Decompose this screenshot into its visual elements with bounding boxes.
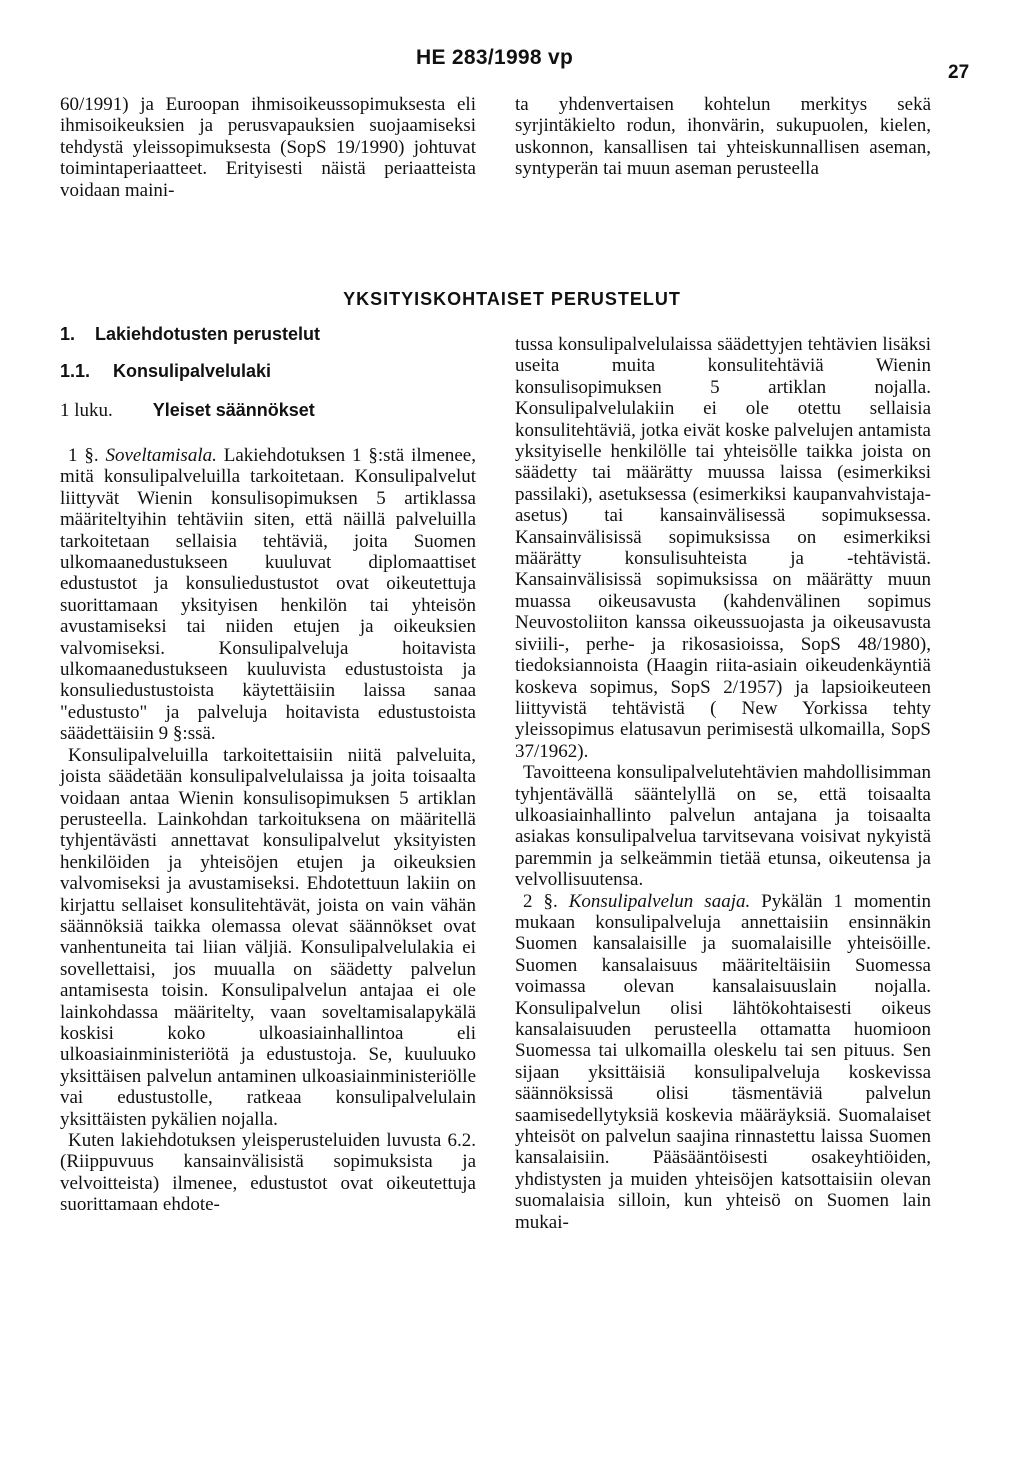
heading-2-text: Konsulipalvelulaki — [113, 361, 272, 381]
section-mark: 2 §. — [523, 890, 558, 912]
paragraph-konsulipalvelun-saaja — [515, 891, 931, 1234]
left-column — [60, 324, 476, 1216]
paragraph: tussa konsulipalvelulaissa säädettyjen tehtävien lisäksi useita muita konsulitehtäviä Wienin konsulisopimuksen 5 artiklan nojalla. Konsulipalvelulakiin ei ole otettu sellaisia konsulitehtäviä, jotka eivät koske palvelujen antamista yksityiselle henkilölle tai yhteisölle taikka joista on säädetty tai määrätty muussa laissa (esimerkiksi passilaki), asetuksessa (esimerkiksi kaupanvahvistaja-asetus) tai kansainvälisessä sopimuksessa. Kansainvälisissä sopimuksissa on esimerkiksi määrätty konsulisuhteista ja -tehtävistä. Kansainvälisissä sopimuksissa on määrätty muun muassa oikeusavusta (kahdenvälinen sopimus Neuvostoliiton kanssa oikeussuojasta ja oikeusavusta siviili-, perhe- ja rikosasioissa, SopS 48/1980), tiedoksiannoista (Haagin riita-asiain oikeudenkäyntiä koskeva sopimus, SopS 2/1957) ja lapsioikeuteen liittyvistä tehtävistä ( New Yorkissa tehty yleissopimus elatusavun perimisestä ulkomailla, SopS 37/1962). — [515, 334, 931, 762]
top-right-paragraph: ta yhdenvertaisen kohtelun merkitys sekä syrjintäkielto rodun, ihonvärin, sukupuolen, kielen, uskonnon, kansallisen tai yhteiskunnallisen aseman, syntyperän tai muun aseman perusteella — [515, 94, 931, 180]
heading-level-1 — [60, 324, 476, 345]
paragraph-text: Lakiehdotuksen 1 §:stä ilmenee, mitä konsulipalveluilla tarkoitetaan. Konsulipalvelut liittyvät Wienin konsulisopimuksen 5 artiklassa määriteltyihin tehtäviin siten, että näillä palveluilla tarkoitetaan sellaisia tehtäviä, joita Suomen ulkomaanedustukseen kuuluvat diplomaattiset edustustot ja konsuliedustustot ovat oikeutettuja suorittamaan yksityisen henkilön tai yhteisön avustamiseksi tai niiden etujen ja oikeuksien valvomiseksi. Konsulipalveluja hoitavista ulkomaanedustukseen kuuluvista edustustoista ja konsuliedustustoista käytettäisiin laissa sanaa "edustusto" ja palveluja hoitavista edustustoista säädettäisiin 9 §:ssä. — [60, 445, 476, 745]
section-mark: 1 §. — [68, 445, 99, 466]
heading-2-number: 1.1. — [60, 361, 91, 381]
section-title: YKSITYISKOHTAISET PERUSTELUT — [343, 289, 681, 309]
heading-level-2 — [60, 361, 476, 382]
paragraph-text: Pykälän 1 momentin mukaan konsulipalveluja annettaisiin ensinnäkin Suomen kansalaisille ja suomalaisille yhteisöille. Suomen kansalaisuus määriteltäisiin Suomessa voimassa olevan kansalaisuuslain nojalla. Konsulipalvelun olisi lähtökohtaisesti oikeus kansalaisuuden perusteella ottamatta huomioon Suomessa tai ulkomailla oleskelu tai sen pituus. Sen sijaan yksittäisiä konsulipalveluja koskevissa säännöksissä olisi täsmentäviä palvelun saamisedellytyksiä koskevia määräyksiä. Suomalaiset yhteisöt on palvelun saajina rinnastettu laissa Suomen kansalaisiin. Pääsääntöisesti osakeyhtiöiden, yhdistysten ja muiden yhteisöjen katsottaisiin olevan suomalaisia silloin, kun yhteisö on Suomen lain mukai- — [515, 890, 931, 1233]
section-title-italic: Konsulipalvelun saaja. — [568, 890, 751, 912]
top-right-column — [515, 94, 931, 180]
paragraph: Tavoitteena konsulipalvelutehtävien mahdollisimman tyhjentävällä sääntelyllä on se, että toisaalta ulkoasiainhallinto palvelun antajana ja toisaalta asiakas konsulipalvelua tarvitsevana voisivat nykyistä paremmin ja selkeämmin tietää etunsa, oikeutensa ja velvollisuutensa. — [515, 762, 931, 891]
page-number: 27 — [948, 62, 970, 83]
document-id: HE 283/1998 vp — [416, 46, 574, 69]
paragraph-soveltamisala — [60, 445, 476, 745]
heading-3-number: 1 luku. — [60, 400, 113, 421]
section-title-italic: Soveltamisala. — [105, 445, 217, 466]
top-left-column — [60, 94, 476, 201]
top-left-paragraph: 60/1991) ja Euroopan ihmisoikeussopimuksesta eli ihmisoikeuksien ja perusvapauksien suojaamiseksi tehdystä yleissopimuksesta (SopS 19/1990) johtuvat toimintaperiaatteet. Erityisesti näistä periaatteista voidaan maini- — [60, 94, 476, 201]
heading-3-text: Yleiset säännökset — [152, 400, 315, 420]
heading-level-3 — [60, 400, 476, 422]
paragraph: Konsulipalveluilla tarkoitettaisiin niitä palveluita, joista säädetään konsulipalvelulaissa ja joita toisaalta voidaan antaa Wienin konsulisopimuksen 5 artiklan perusteella. Lainkohdan tarkoituksena on määritellä tyhjentävästi annettavat konsulipalvelut yksityisten henkilöiden ja yhteisöjen etujen ja oikeuksien valvomiseksi ja avustamiseksi. Ehdotettuun lakiin on kirjattu sellaiset konsulitehtävät, joista on vain vähän säännöksiä taikka olemassa olevat säännökset ovat vanhentuneita tai liian väljiä. Konsulipalvelulakia ei sovellettaisi, jos muualla on säädetty palvelun antamisesta toisin. Konsulipalvelun antajaa ei ole lainkohdassa määritelty, vaan soveltamisalapykälä koskisi koko ulkoasiainhallintoa eli ulkoasiainministeriötä ja edustustoja. Se, kuuluuko yksittäisen palvelun antaminen ulkoasiainministeriölle vai edustustolle, ratkeaa konsulipalvelulain yksittäisten pykälien nojalla. — [60, 744, 476, 1130]
heading-1-number: 1. — [60, 324, 76, 344]
heading-1-text: Lakiehdotusten perustelut — [95, 324, 321, 344]
paragraph: Kuten lakiehdotuksen yleisperusteluiden luvusta 6.2. (Riippuvuus kansainvälisistä sopimuksista ja velvoitteista) ilmenee, edustustot ovat oikeutettuja suorittamaan ehdote- — [60, 1130, 476, 1216]
right-column — [515, 334, 931, 1233]
